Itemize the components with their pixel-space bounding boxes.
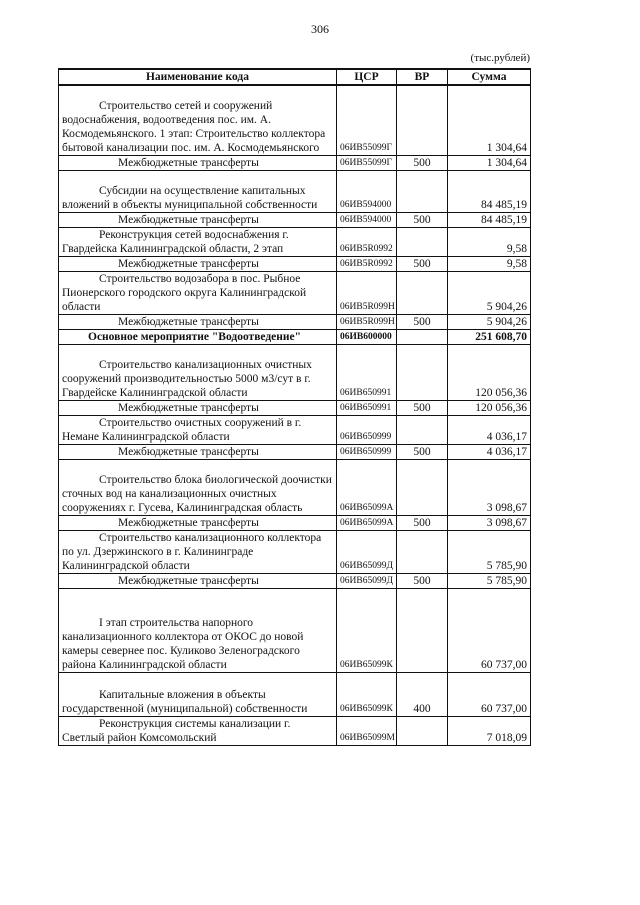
- units-label: (тыс.рублей): [470, 52, 530, 64]
- header-vr: ВР: [397, 69, 448, 85]
- row-name: Строительство водозабора в пос. Рыбное Пионерского городского округа Калининградской области: [62, 272, 307, 313]
- row-vr: 500: [397, 573, 448, 588]
- row-name: Межбюджетные трансферты: [118, 516, 259, 529]
- table-row: [59, 530, 531, 573]
- table-row: [59, 415, 531, 444]
- row-sum: 4 036,17: [448, 415, 531, 444]
- row-csr: 06ИВ55099Г: [337, 155, 397, 170]
- table-row: [59, 515, 531, 530]
- row-csr: 06ИВ594000: [337, 212, 397, 227]
- table-row: [59, 329, 531, 344]
- table-row: [59, 459, 531, 515]
- row-name: Реконструкция системы канализации г. Светлый район Комсомольский: [62, 717, 291, 744]
- budget-table: [58, 68, 531, 746]
- row-vr: [397, 415, 448, 444]
- row-vr: 500: [397, 256, 448, 271]
- row-vr: 500: [397, 515, 448, 530]
- row-csr: 06ИВ65099Д: [337, 573, 397, 588]
- row-name-cell: [59, 329, 337, 344]
- row-name: Строительство блока биологической доочистки сточных вод на канализационных очистных сооружениях г. Гусева, Калининградская область: [62, 473, 332, 514]
- table-row: [59, 212, 531, 227]
- row-name-cell: [59, 588, 337, 672]
- header-sum: Сумма: [448, 69, 531, 85]
- row-name: I этап строительства напорного канализационного коллектора от ОКОС до новой камеры севернее пос. Куликово Зеленоградского района Калининградской области: [62, 616, 304, 671]
- row-name-cell: [59, 227, 337, 256]
- row-sum: 120 056,36: [448, 344, 531, 400]
- row-name: Субсидии на осуществление капитальных вложений в объекты муниципальной собственности: [62, 184, 318, 211]
- row-name-cell: [59, 716, 337, 745]
- row-name-cell: [59, 444, 337, 459]
- row-csr: 06ИВ650999: [337, 444, 397, 459]
- row-name-cell: [59, 344, 337, 400]
- row-csr: 06ИВ5R099Н: [337, 314, 397, 329]
- table-row: [59, 716, 531, 745]
- row-name: Строительство канализационного коллектора по ул. Дзержинского в г. Калининграде Калининградской области: [62, 531, 322, 572]
- row-sum: 60 737,00: [448, 588, 531, 672]
- row-name: Межбюджетные трансферты: [118, 315, 259, 328]
- row-sum: 5 785,90: [448, 530, 531, 573]
- row-name-cell: [59, 459, 337, 515]
- row-name: Межбюджетные трансферты: [118, 445, 259, 458]
- row-name-cell: [59, 415, 337, 444]
- row-csr: 06ИВ5R099Н: [337, 271, 397, 314]
- row-sum: 1 304,64: [448, 155, 531, 170]
- row-sum: 1 304,64: [448, 85, 531, 155]
- row-vr: [397, 716, 448, 745]
- row-sum: 60 737,00: [448, 672, 531, 716]
- row-vr: [397, 329, 448, 344]
- row-sum: 251 608,70: [448, 329, 531, 344]
- table-row: [59, 588, 531, 672]
- row-csr: 06ИВ65099А: [337, 459, 397, 515]
- row-vr: 500: [397, 212, 448, 227]
- row-csr: 06ИВ650999: [337, 415, 397, 444]
- row-name: Межбюджетные трансферты: [118, 401, 259, 414]
- row-csr: 06ИВ55099Г: [337, 85, 397, 155]
- row-sum: 5 904,26: [448, 271, 531, 314]
- row-csr: 06ИВ5R0992: [337, 256, 397, 271]
- row-csr: 06ИВ65099А: [337, 515, 397, 530]
- table-row: [59, 85, 531, 155]
- table-row: [59, 227, 531, 256]
- row-name: Строительство канализационных очистных сооружений производительностью 5000 м3/сут в г. Гвардейске Калининградской области: [62, 358, 312, 399]
- row-vr: 500: [397, 444, 448, 459]
- table-row: [59, 271, 531, 314]
- row-name: Строительство очистных сооружений в г. Немане Калининградской области: [62, 416, 302, 443]
- row-vr: [397, 588, 448, 672]
- table-row: [59, 344, 531, 400]
- row-vr: [397, 85, 448, 155]
- row-name: Строительство сетей и сооружений водоснабжения, водоотведения пос. им. А. Космодемьянского. 1 этап: Строительство коллектора бытовой канализации пос. им. А. Космодемьянского: [62, 99, 326, 154]
- table-row: [59, 256, 531, 271]
- row-csr: 06ИВ65099Д: [337, 530, 397, 573]
- row-vr: [397, 170, 448, 212]
- row-name-cell: [59, 212, 337, 227]
- row-csr: 06ИВ65099К: [337, 672, 397, 716]
- row-sum: 9,58: [448, 227, 531, 256]
- row-csr: 06ИВ650991: [337, 400, 397, 415]
- row-sum: 84 485,19: [448, 212, 531, 227]
- row-sum: 84 485,19: [448, 170, 531, 212]
- table-row: [59, 170, 531, 212]
- row-name-cell: [59, 256, 337, 271]
- row-vr: 500: [397, 155, 448, 170]
- header-name: Наименование кода: [59, 69, 337, 85]
- row-name-cell: [59, 155, 337, 170]
- row-vr: 400: [397, 672, 448, 716]
- table-row: [59, 672, 531, 716]
- row-vr: [397, 271, 448, 314]
- row-name-cell: [59, 515, 337, 530]
- row-csr: 06ИВ650991: [337, 344, 397, 400]
- row-name: Межбюджетные трансферты: [118, 213, 259, 226]
- row-name: Основное мероприятие "Водоотведение": [88, 330, 302, 343]
- table-header-row: [59, 69, 531, 85]
- row-name-cell: [59, 672, 337, 716]
- row-csr: 06ИВ5R0992: [337, 227, 397, 256]
- row-vr: [397, 530, 448, 573]
- row-csr: 06ИВ65099К: [337, 588, 397, 672]
- row-name: Межбюджетные трансферты: [118, 574, 259, 587]
- row-sum: 7 018,09: [448, 716, 531, 745]
- header-csr: ЦСР: [337, 69, 397, 85]
- row-name-cell: [59, 314, 337, 329]
- row-sum: 120 056,36: [448, 400, 531, 415]
- row-name: Капитальные вложения в объекты государственной (муниципальной) собственности: [62, 688, 308, 715]
- row-name-cell: [59, 530, 337, 573]
- row-name-cell: [59, 170, 337, 212]
- row-name-cell: [59, 400, 337, 415]
- table-row: [59, 444, 531, 459]
- row-name: Реконструкция сетей водоснабжения г. Гвардейска Калининградской области, 2 этап: [62, 228, 289, 255]
- row-name-cell: [59, 573, 337, 588]
- row-vr: [397, 344, 448, 400]
- row-name: Межбюджетные трансферты: [118, 257, 259, 270]
- row-name-cell: [59, 85, 337, 155]
- table-row: [59, 400, 531, 415]
- row-sum: 3 098,67: [448, 515, 531, 530]
- table-row: [59, 314, 531, 329]
- row-sum: 5 785,90: [448, 573, 531, 588]
- row-sum: 5 904,26: [448, 314, 531, 329]
- row-name: Межбюджетные трансферты: [118, 156, 259, 169]
- row-vr: [397, 227, 448, 256]
- row-csr: 06ИВ600000: [337, 329, 397, 344]
- row-sum: 4 036,17: [448, 444, 531, 459]
- table-row: [59, 573, 531, 588]
- row-vr: 500: [397, 314, 448, 329]
- row-csr: 06ИВ594000: [337, 170, 397, 212]
- row-vr: [397, 459, 448, 515]
- table-row: [59, 155, 531, 170]
- table-body: [59, 85, 531, 745]
- row-name-cell: [59, 271, 337, 314]
- row-csr: 06ИВ65099М: [337, 716, 397, 745]
- page-number: 306: [311, 22, 329, 36]
- row-sum: 3 098,67: [448, 459, 531, 515]
- row-sum: 9,58: [448, 256, 531, 271]
- row-vr: 500: [397, 400, 448, 415]
